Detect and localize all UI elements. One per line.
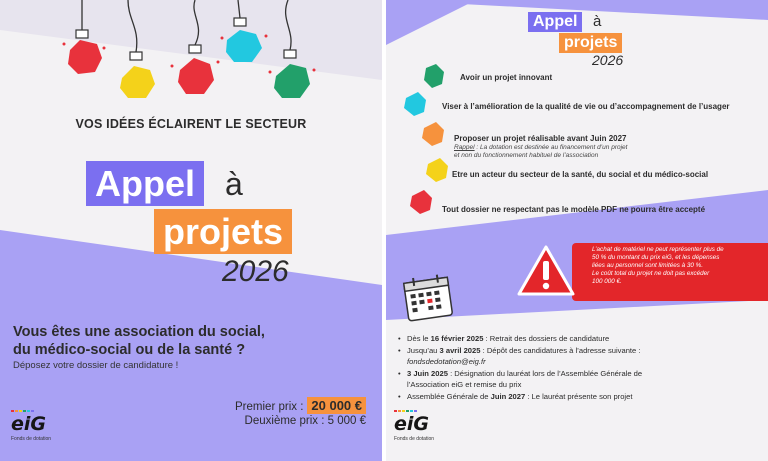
warning-line1: L’achat de matériel ne peut représenter plus de — [592, 246, 724, 253]
step2-pre: Jusqu’au — [407, 346, 440, 355]
logo-color-dots — [11, 410, 51, 412]
criterion-1: Avoir un projet innovant — [460, 73, 553, 82]
warning-line2: 50 % du montant du prix eiG, et les dépenses — [592, 254, 720, 261]
step3-text: : Désignation du lauréat lors de l’Assemblée Générale de — [447, 369, 643, 378]
warning-text — [592, 246, 724, 286]
logo-color-dots — [394, 410, 434, 412]
step3-text-line2: l’Association eiG et remise du prix — [407, 380, 522, 389]
step4-text: : Le lauréat présente son projet — [525, 392, 633, 401]
audience-question-line2: du médico-social ou de la santé ? — [13, 342, 246, 358]
contact-email: fondsdedotation@eig.fr — [407, 357, 486, 366]
right-flyer — [386, 0, 768, 461]
audience-question-line1: Vous êtes une association du social, — [13, 324, 265, 340]
right-title-a: à — [593, 13, 602, 30]
first-prize-label: Premier prix : — [235, 401, 304, 413]
logo-word: eiG — [11, 413, 46, 435]
timeline-item — [398, 345, 760, 367]
logo-word: eiG — [394, 413, 429, 435]
timeline-item — [398, 391, 760, 402]
rappel-note — [454, 144, 627, 160]
title-a: à — [225, 166, 243, 202]
lightbulbs-illustration — [0, 0, 382, 110]
right-title-appel: Appel — [528, 12, 582, 32]
timeline-list — [398, 333, 760, 403]
title-projets: projets — [154, 209, 292, 254]
right-title-projets: projets — [559, 33, 622, 53]
criterion-4: Etre un acteur du secteur de la santé, du social et du médico-social — [452, 170, 709, 179]
title-year: 2026 — [222, 255, 289, 288]
calendar-icon — [400, 272, 458, 324]
rappel-line1: : La dotation est destinée au financement d’un projet — [474, 144, 628, 151]
eig-logo-right — [394, 410, 434, 442]
second-prize: Deuxième prix : 5 000 € — [244, 415, 366, 427]
logo-subtitle: Fonds de dotation — [394, 436, 435, 442]
rappel-line2: et non du fonctionnement habituel de l’association — [454, 152, 599, 159]
criteria-bulbs — [386, 60, 456, 220]
step1-pre: Dès le — [407, 334, 431, 343]
audience-question — [13, 323, 265, 359]
logo-subtitle: Fonds de dotation — [11, 436, 52, 442]
rappel-label: Rappel — [454, 144, 475, 151]
left-flyer — [0, 0, 382, 461]
step3-date: 3 Juin 2025 — [407, 369, 448, 378]
timeline-item — [398, 333, 760, 344]
timeline-item — [398, 368, 760, 390]
step4-date: Juin 2027 — [490, 392, 526, 401]
eig-logo — [11, 410, 51, 442]
warning-line4: Le coût total du projet ne doit pas excéder — [592, 270, 710, 277]
right-title-year: 2026 — [592, 52, 624, 68]
step1-date: 16 février 2025 — [430, 334, 484, 343]
criterion-5: Tout dossier ne respectant pas le modèle PDF ne pourra être accepté — [442, 205, 706, 214]
first-prize-amount: 20 000 € — [307, 397, 366, 414]
first-prize — [235, 397, 366, 414]
deposit-call: Déposez votre dossier de candidature ! — [13, 360, 179, 371]
step2-date: 3 avril 2025 — [439, 346, 481, 355]
step4-pre: Assemblée Générale de — [407, 392, 491, 401]
warning-line5: 100 000 €. — [592, 278, 622, 285]
warning-triangle-icon — [516, 244, 576, 298]
warning-line3: liées au personnel sont limitées à 30 %. — [592, 262, 703, 269]
tagline: VOS IDÉES ÉCLAIRENT LE SECTEUR — [75, 117, 307, 131]
title-appel: Appel — [86, 161, 204, 206]
criterion-3: Proposer un projet réalisable avant Juin 2027 — [454, 134, 627, 143]
criterion-2: Viser à l’amélioration de la qualité de vie ou d’accompagnement de l’usager — [442, 102, 730, 111]
step1-text: : Retrait des dossiers de candidature — [483, 334, 610, 343]
step2-text: : Dépôt des candidatures à l’adresse suivante : — [480, 346, 641, 355]
